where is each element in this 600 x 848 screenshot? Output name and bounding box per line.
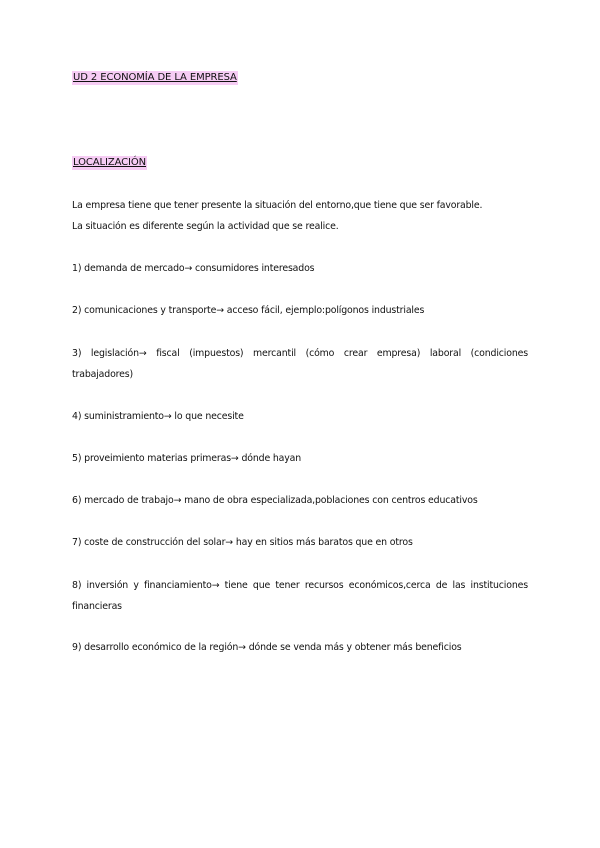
intro-line: La empresa tiene que tener presente la situación del entorno,que tiene que ser favorable. bbox=[72, 200, 483, 211]
list-item: 3) legislación→ fiscal (impuestos) mercantil (cómo crear empresa) laboral (condiciones trabajadores) bbox=[72, 348, 528, 380]
section-title: LOCALIZACIÓN bbox=[73, 157, 147, 168]
document-title: UD 2 ECONOMÍA DE LA EMPRESA bbox=[73, 72, 237, 83]
list-item: 1) demanda de mercado→ consumidores interesados bbox=[72, 263, 315, 274]
list-item: 6) mercado de trabajo→ mano de obra especializada,poblaciones con centros educativos bbox=[72, 495, 478, 506]
list-item: 8) inversión y financiamiento→ tiene que tener recursos económicos,cerca de las instituciones financieras bbox=[72, 580, 528, 612]
list-item: 5) proveimiento materias primeras→ dónde hayan bbox=[72, 453, 302, 464]
list-item: 2) comunicaciones y transporte→ acceso fácil, ejemplo:polígonos industriales bbox=[72, 305, 425, 316]
list-item: 9) desarrollo económico de la región→ dónde se venda más y obtener más beneficios bbox=[72, 642, 462, 653]
list-item: 7) coste de construcción del solar→ hay en sitios más baratos que en otros bbox=[72, 537, 413, 548]
intro-line: La situación es diferente según la actividad que se realice. bbox=[72, 221, 339, 232]
list-item: 4) suministramiento→ lo que necesite bbox=[72, 411, 244, 422]
